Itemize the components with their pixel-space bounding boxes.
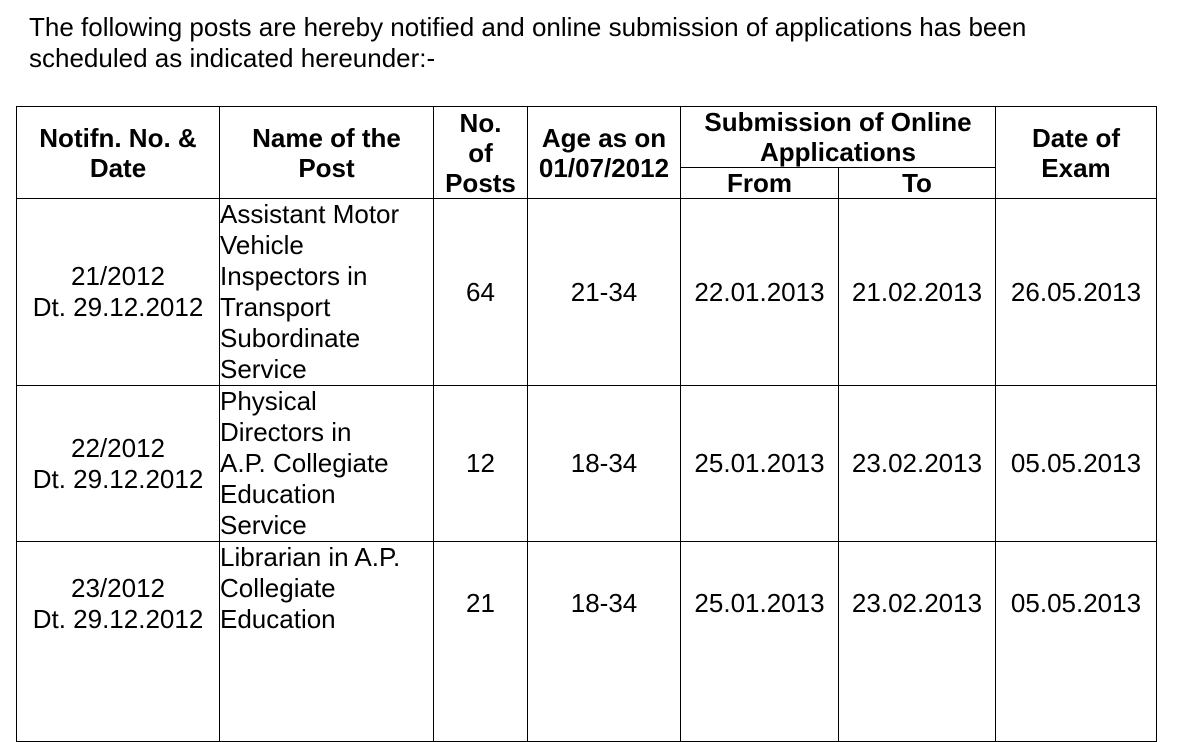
header-post-name [220,107,434,199]
cell-age: 18-34 [528,542,681,742]
header-notifn [17,107,220,199]
cell-age: 18-34 [528,386,681,542]
header-age-line-2: 01/07/2012 [538,152,670,183]
post-name-line: Subordinate [220,323,361,353]
cell-from-date: 22.01.2013 [681,199,839,386]
cell-to-date: 23.02.2013 [839,542,996,742]
notifn-date: Dt. 29.12.2012 [32,292,204,322]
posts-table [16,106,1157,742]
header-count-line-2: of [468,137,493,168]
notifn-date: Dt. 29.12.2012 [32,604,204,634]
table-row [17,386,1157,542]
cell-post-count: 64 [434,199,528,386]
header-post-line-2: Post [298,152,355,183]
notifn-number: 21/2012 [71,261,165,291]
intro-line-2: scheduled as indicated hereunder:- [29,43,436,73]
cell-post-count: 12 [434,386,528,542]
header-submission-line-1: Submission of Online [704,107,972,137]
header-exam-line-1: Date of [1031,122,1121,153]
post-name-line: Directors in [220,417,352,447]
header-age [528,107,681,199]
header-age-line-1: Age as on [541,122,667,153]
table-body [17,199,1157,742]
cell-post-count: 21 [434,542,528,742]
notifn-date: Dt. 29.12.2012 [32,463,204,494]
cell-post-name [220,386,434,542]
header-exam-date [996,107,1157,199]
cell-age: 21-34 [528,199,681,386]
cell-from-date: 25.01.2013 [681,542,839,742]
post-name-line: Inspectors in [220,261,368,291]
header-submission [681,107,996,168]
post-name-line: Education [220,479,336,509]
post-name-line: Collegiate [220,573,336,603]
cell-to-date: 21.02.2013 [839,199,996,386]
header-post-count [434,107,528,199]
cell-post-name [220,542,434,742]
post-name-line: Physical [220,386,317,416]
table-row [17,199,1157,386]
header-exam-line-2: Exam [1041,152,1111,183]
post-name-line: Service [220,354,307,384]
header-post-line-1: Name of the [252,122,401,153]
post-name-line: Education [220,604,336,634]
post-name-line: A.P. Collegiate [220,448,389,478]
cell-post-name [220,199,434,386]
post-name-line: Transport [220,292,331,322]
cell-exam-date: 26.05.2013 [996,199,1157,386]
notifn-number: 23/2012 [71,573,165,603]
post-name-line: Service [220,510,307,540]
post-name-line: Librarian in A.P. [220,542,401,572]
cell-exam-date: 05.05.2013 [996,386,1157,542]
cell-notifn [17,386,220,542]
table-header [17,107,1157,199]
cell-from-date: 25.01.2013 [681,386,839,542]
header-submission-line-2: Applications [759,137,916,167]
post-name-line: Assistant Motor [220,199,400,229]
cell-notifn [17,199,220,386]
header-count-line-1: No. [459,107,502,138]
header-notifn-line-1: Notifn. No. & [39,122,197,153]
header-count-line-3: Posts [445,167,516,198]
cell-exam-date: 05.05.2013 [996,542,1157,742]
header-notifn-line-2: Date [89,152,147,183]
intro-paragraph [29,12,1149,74]
cell-to-date: 23.02.2013 [839,386,996,542]
header-to: To [839,168,996,199]
header-row [17,107,1157,168]
table-row [17,542,1157,742]
post-name-line: Vehicle [220,230,304,260]
cell-notifn [17,542,220,742]
intro-line-1: The following posts are hereby notified and online submission of applications has been [29,12,1027,42]
notifn-number: 22/2012 [71,432,165,463]
header-from: From [681,168,839,199]
